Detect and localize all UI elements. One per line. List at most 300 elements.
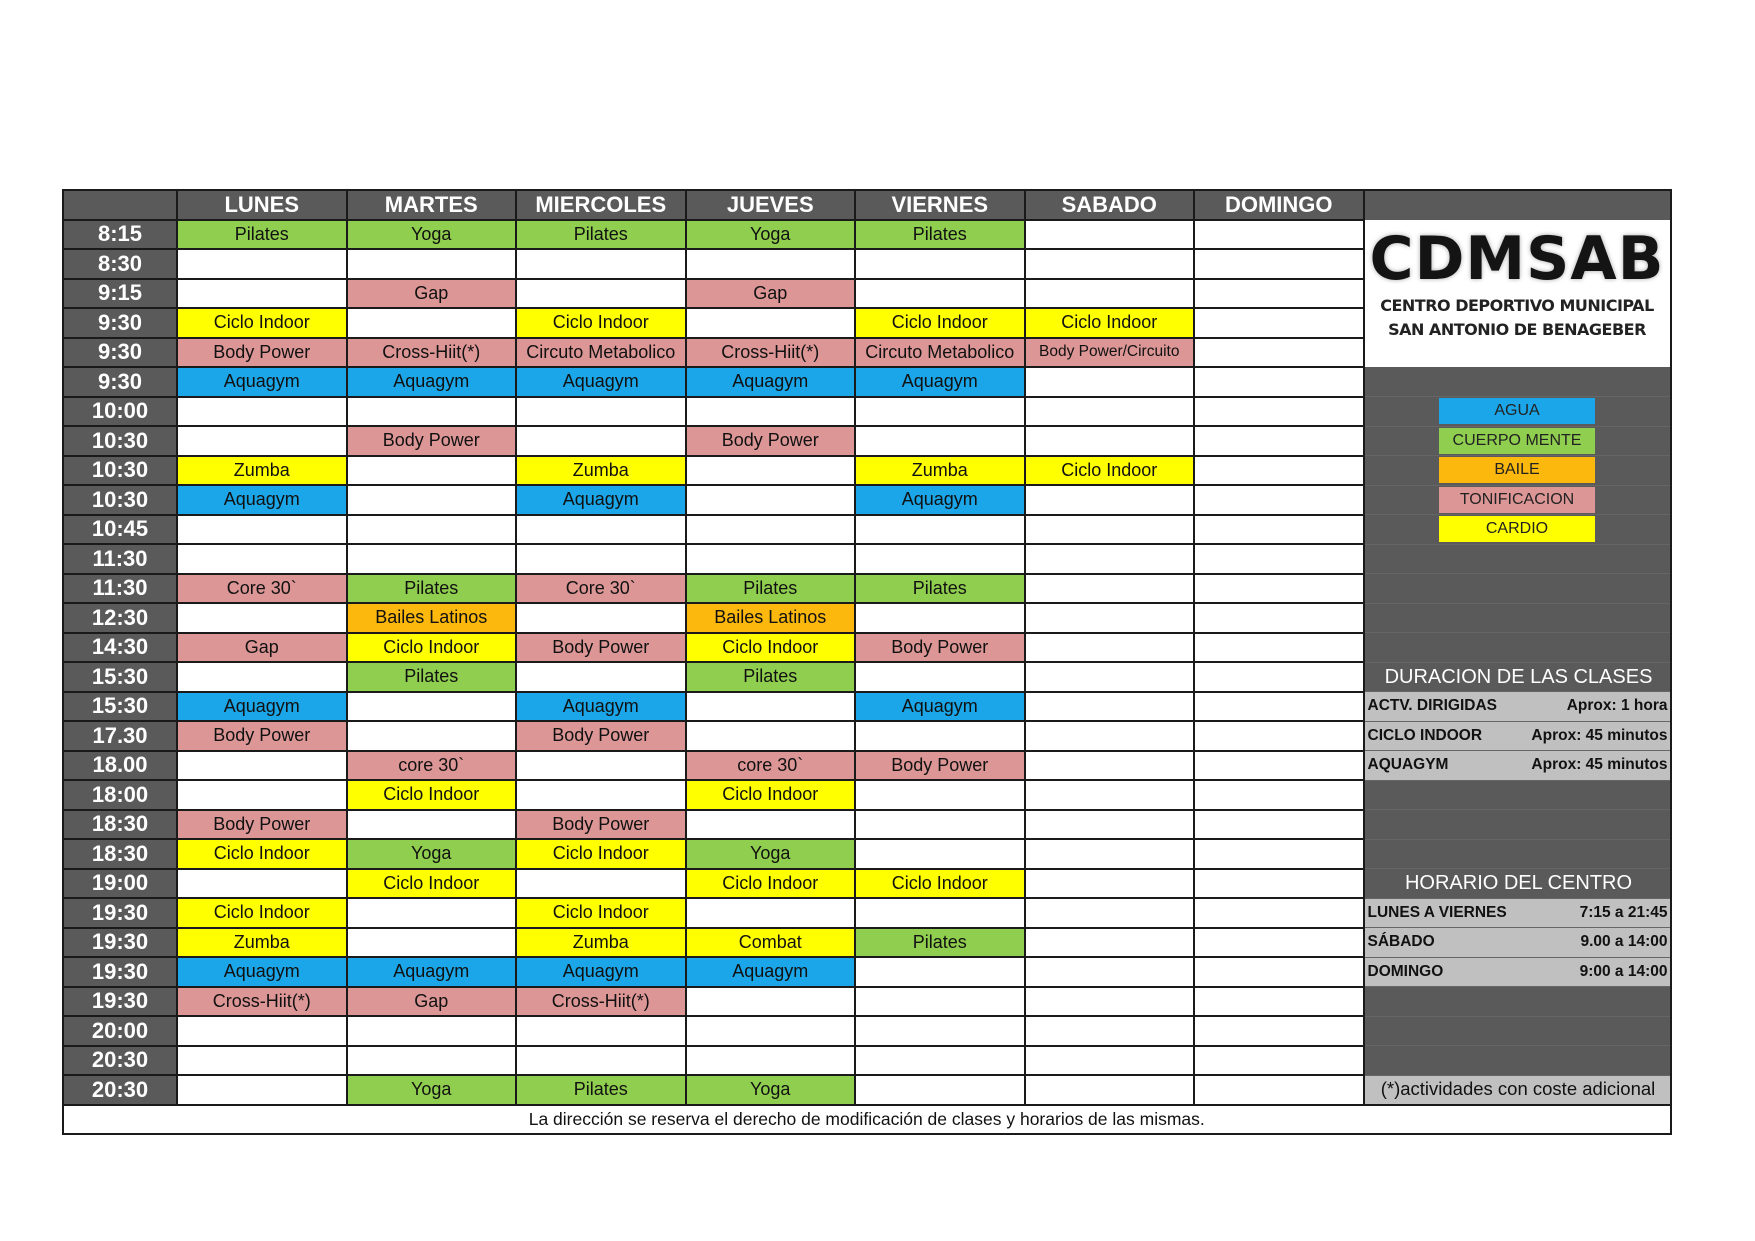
time-label: 11:30 <box>64 574 177 604</box>
class-cell <box>686 485 856 515</box>
class-cell: Cross-Hiit(*) <box>516 987 686 1017</box>
side-spacer <box>1364 191 1670 220</box>
class-cell <box>686 249 856 279</box>
day-header-row <box>64 191 1670 220</box>
legend-label: AGUA <box>1439 398 1595 424</box>
class-cell <box>686 898 856 928</box>
hours-value: 9.00 a 14:00 <box>1580 933 1668 951</box>
time-label: 10:45 <box>64 515 177 545</box>
side-spacer <box>1364 574 1670 604</box>
legend-item <box>1364 485 1670 515</box>
class-cell <box>516 249 686 279</box>
class-cell <box>1194 515 1364 545</box>
time-label: 20:30 <box>64 1046 177 1076</box>
footer-note: La dirección se reserva el derecho de modificación de clases y horarios de las mismas. <box>64 1105 1670 1134</box>
class-cell: Aquagym <box>347 957 517 987</box>
class-cell: Pilates <box>177 220 347 250</box>
class-cell: Combat <box>686 928 856 958</box>
class-cell <box>1025 1075 1195 1105</box>
logo-title: CDMSAB <box>1369 223 1665 294</box>
time-label: 19:30 <box>64 957 177 987</box>
hours-label: DOMINGO <box>1367 962 1444 980</box>
class-cell <box>1194 456 1364 486</box>
duration-row-content <box>1365 692 1670 721</box>
time-label: 9:30 <box>64 338 177 368</box>
duration-row <box>1364 751 1670 781</box>
schedule-row <box>64 485 1670 515</box>
class-cell <box>686 810 856 840</box>
class-cell <box>1194 1016 1364 1046</box>
class-cell: Pilates <box>855 928 1025 958</box>
class-cell <box>1194 957 1364 987</box>
class-cell <box>1194 987 1364 1017</box>
hours-row <box>1364 898 1670 928</box>
schedule-row <box>64 839 1670 869</box>
class-cell: Core 30` <box>516 574 686 604</box>
class-cell <box>1025 780 1195 810</box>
legend-item <box>1364 515 1670 545</box>
class-cell: Zumba <box>516 928 686 958</box>
class-cell <box>347 456 517 486</box>
class-cell: Zumba <box>177 928 347 958</box>
class-cell <box>686 308 856 338</box>
class-cell <box>1194 426 1364 456</box>
class-cell <box>1194 662 1364 692</box>
class-cell: Gap <box>347 987 517 1017</box>
class-cell <box>1194 485 1364 515</box>
class-cell <box>516 1046 686 1076</box>
side-spacer <box>1364 987 1670 1017</box>
class-cell: Pilates <box>347 662 517 692</box>
schedule-row <box>64 426 1670 456</box>
class-cell <box>347 898 517 928</box>
class-cell <box>177 249 347 279</box>
class-cell <box>1194 633 1364 663</box>
class-cell <box>686 987 856 1017</box>
class-cell <box>1025 721 1195 751</box>
class-cell <box>1194 338 1364 368</box>
schedule-row <box>64 869 1670 899</box>
time-label: 10:30 <box>64 426 177 456</box>
time-label: 10:30 <box>64 456 177 486</box>
class-cell <box>686 1016 856 1046</box>
surcharge-note-cell <box>1364 1075 1670 1105</box>
class-cell <box>516 751 686 781</box>
duration-heading <box>1364 662 1670 692</box>
day-header: MARTES <box>347 191 517 220</box>
class-cell: Body Power <box>516 810 686 840</box>
class-cell: Pilates <box>347 574 517 604</box>
class-cell <box>177 515 347 545</box>
class-cell <box>1025 810 1195 840</box>
class-cell <box>177 751 347 781</box>
class-cell: Body Power <box>177 810 347 840</box>
schedule-row <box>64 898 1670 928</box>
class-cell <box>1194 810 1364 840</box>
schedule-row <box>64 603 1670 633</box>
schedule-row <box>64 987 1670 1017</box>
class-cell <box>1025 426 1195 456</box>
day-header: DOMINGO <box>1194 191 1364 220</box>
day-header: JUEVES <box>686 191 856 220</box>
class-cell: Zumba <box>177 456 347 486</box>
class-cell <box>1025 662 1195 692</box>
class-cell <box>347 810 517 840</box>
duration-label: AQUAGYM <box>1367 756 1449 774</box>
class-cell <box>1025 279 1195 309</box>
logo-block <box>1364 220 1670 368</box>
class-cell: Body Power <box>686 426 856 456</box>
time-label: 11:30 <box>64 544 177 574</box>
class-cell <box>347 544 517 574</box>
class-cell <box>1194 367 1364 397</box>
hours-row <box>1364 957 1670 987</box>
time-label: 18:00 <box>64 780 177 810</box>
time-label: 19:30 <box>64 898 177 928</box>
schedule-row <box>64 515 1670 545</box>
class-cell: Aquagym <box>177 367 347 397</box>
hours-heading <box>1364 869 1670 899</box>
class-cell <box>1025 751 1195 781</box>
class-cell <box>347 515 517 545</box>
class-cell <box>686 1046 856 1076</box>
class-cell <box>1194 220 1364 250</box>
class-cell: Core 30` <box>177 574 347 604</box>
time-label: 18.00 <box>64 751 177 781</box>
hours-row <box>1364 928 1670 958</box>
class-cell: Gap <box>686 279 856 309</box>
legend-label: CARDIO <box>1439 516 1595 542</box>
schedule-row <box>64 1046 1670 1076</box>
class-cell <box>1025 220 1195 250</box>
schedule-row <box>64 574 1670 604</box>
class-cell: Pilates <box>686 574 856 604</box>
footer-row <box>64 1105 1670 1134</box>
legend-item <box>1364 456 1670 486</box>
class-cell <box>177 426 347 456</box>
class-cell: Yoga <box>686 1075 856 1105</box>
class-cell: Ciclo Indoor <box>686 633 856 663</box>
class-cell <box>347 308 517 338</box>
class-cell: Circuto Metabolico <box>855 338 1025 368</box>
class-cell: Gap <box>177 633 347 663</box>
duration-row <box>1364 721 1670 751</box>
class-cell <box>1025 397 1195 427</box>
class-cell <box>1025 1046 1195 1076</box>
class-cell <box>177 1016 347 1046</box>
class-cell <box>855 662 1025 692</box>
class-cell: Zumba <box>516 456 686 486</box>
time-label: 14:30 <box>64 633 177 663</box>
class-cell <box>347 1016 517 1046</box>
class-cell <box>1025 603 1195 633</box>
day-header: MIERCOLES <box>516 191 686 220</box>
class-cell <box>1025 957 1195 987</box>
duration-value: Aprox: 45 minutos <box>1531 756 1668 774</box>
class-cell: Yoga <box>686 839 856 869</box>
hours-value: 9:00 a 14:00 <box>1579 962 1668 980</box>
class-cell: Ciclo Indoor <box>516 898 686 928</box>
class-cell: Yoga <box>347 1075 517 1105</box>
side-spacer <box>1364 603 1670 633</box>
class-cell: Pilates <box>855 220 1025 250</box>
class-cell <box>1194 839 1364 869</box>
class-cell <box>1194 1075 1364 1105</box>
class-cell <box>1194 603 1364 633</box>
time-label: 8:30 <box>64 249 177 279</box>
class-cell <box>855 603 1025 633</box>
class-cell <box>177 869 347 899</box>
class-cell: Body Power <box>177 721 347 751</box>
class-cell: Aquagym <box>516 367 686 397</box>
schedule-row <box>64 456 1670 486</box>
schedule-row <box>64 692 1670 722</box>
class-cell: core 30` <box>686 751 856 781</box>
class-cell <box>1025 574 1195 604</box>
class-cell <box>1194 249 1364 279</box>
legend-label: BAILE <box>1439 457 1595 483</box>
class-cell <box>347 397 517 427</box>
class-cell <box>1194 780 1364 810</box>
class-cell: Pilates <box>686 662 856 692</box>
class-cell <box>855 515 1025 545</box>
class-cell <box>177 1075 347 1105</box>
class-cell <box>516 515 686 545</box>
class-cell <box>516 397 686 427</box>
day-header: LUNES <box>177 191 347 220</box>
class-cell: Ciclo Indoor <box>177 839 347 869</box>
class-cell <box>516 279 686 309</box>
schedule-row <box>64 957 1670 987</box>
time-label: 10:30 <box>64 485 177 515</box>
class-cell: Pilates <box>855 574 1025 604</box>
class-cell <box>347 692 517 722</box>
surcharge-note: (*)actividades con coste adicional <box>1365 1076 1670 1104</box>
class-cell: Bailes Latinos <box>347 603 517 633</box>
time-label: 9:15 <box>64 279 177 309</box>
class-cell <box>855 1016 1025 1046</box>
class-cell: Body Power <box>516 633 686 663</box>
class-cell: Body Power <box>516 721 686 751</box>
class-cell: Pilates <box>516 220 686 250</box>
class-cell <box>686 721 856 751</box>
schedule-row <box>64 633 1670 663</box>
class-cell <box>1025 869 1195 899</box>
duration-label: ACTV. DIRIGIDAS <box>1367 697 1497 715</box>
class-cell: Aquagym <box>347 367 517 397</box>
class-cell <box>855 987 1025 1017</box>
class-cell <box>686 692 856 722</box>
class-cell <box>177 662 347 692</box>
class-cell <box>1194 692 1364 722</box>
class-cell <box>347 721 517 751</box>
class-cell <box>1194 544 1364 574</box>
class-cell <box>1194 869 1364 899</box>
class-cell <box>177 603 347 633</box>
class-cell: Pilates <box>516 1075 686 1105</box>
class-cell <box>686 456 856 486</box>
class-cell: Yoga <box>347 220 517 250</box>
class-cell <box>1025 692 1195 722</box>
class-cell: Cross-Hiit(*) <box>177 987 347 1017</box>
time-label: 19:00 <box>64 869 177 899</box>
side-spacer <box>1364 780 1670 810</box>
class-cell <box>1194 1046 1364 1076</box>
class-cell <box>855 249 1025 279</box>
class-cell <box>855 1046 1025 1076</box>
class-cell: Aquagym <box>686 957 856 987</box>
hours-label: SÁBADO <box>1367 933 1435 951</box>
side-spacer <box>1364 367 1670 397</box>
time-label: 9:30 <box>64 308 177 338</box>
class-cell: Yoga <box>347 839 517 869</box>
class-cell <box>855 839 1025 869</box>
class-cell <box>1194 574 1364 604</box>
class-cell: Ciclo Indoor <box>1025 308 1195 338</box>
class-cell <box>1194 751 1364 781</box>
time-label: 15:30 <box>64 692 177 722</box>
class-cell <box>1025 544 1195 574</box>
class-cell: Body Power <box>177 338 347 368</box>
class-cell <box>177 279 347 309</box>
class-cell <box>177 780 347 810</box>
class-cell <box>347 485 517 515</box>
class-cell <box>1025 485 1195 515</box>
class-cell <box>177 1046 347 1076</box>
class-cell: Ciclo Indoor <box>686 780 856 810</box>
class-cell: Ciclo Indoor <box>347 633 517 663</box>
schedule-row <box>64 751 1670 781</box>
class-cell <box>686 397 856 427</box>
class-cell: Ciclo Indoor <box>855 869 1025 899</box>
class-cell <box>855 810 1025 840</box>
class-cell <box>855 898 1025 928</box>
class-cell: Ciclo Indoor <box>516 839 686 869</box>
class-cell: Aquagym <box>177 485 347 515</box>
class-cell: Gap <box>347 279 517 309</box>
class-cell: Body Power <box>855 633 1025 663</box>
schedule-row <box>64 810 1670 840</box>
class-cell: Cross-Hiit(*) <box>686 338 856 368</box>
class-cell: Yoga <box>686 220 856 250</box>
class-cell: Aquagym <box>516 692 686 722</box>
class-cell <box>177 544 347 574</box>
hours-row-content <box>1365 958 1670 987</box>
hours-row-content <box>1365 899 1670 928</box>
schedule-table <box>64 191 1670 1133</box>
class-cell: Ciclo Indoor <box>177 308 347 338</box>
side-spacer <box>1364 810 1670 840</box>
class-cell: core 30` <box>347 751 517 781</box>
legend-item <box>1364 426 1670 456</box>
schedule-row <box>64 1075 1670 1105</box>
side-spacer <box>1364 1046 1670 1076</box>
class-cell <box>1194 397 1364 427</box>
time-label: 17.30 <box>64 721 177 751</box>
legend-label: CUERPO MENTE <box>1439 428 1595 454</box>
hours-value: 7:15 a 21:45 <box>1579 903 1668 921</box>
class-cell <box>516 1016 686 1046</box>
class-cell: Aquagym <box>516 485 686 515</box>
class-cell <box>1194 928 1364 958</box>
duration-title: DURACION DE LAS CLASES <box>1384 665 1653 688</box>
class-cell <box>686 515 856 545</box>
class-cell <box>347 1046 517 1076</box>
side-spacer <box>1364 1016 1670 1046</box>
class-cell: Cross-Hiit(*) <box>347 338 517 368</box>
duration-value: Aprox: 1 hora <box>1566 697 1668 715</box>
duration-row-content <box>1365 722 1670 751</box>
class-cell: Circuto Metabolico <box>516 338 686 368</box>
schedule-sheet <box>62 189 1672 1135</box>
class-cell: Body Power/Circuito <box>1025 338 1195 368</box>
corner-cell <box>64 191 177 220</box>
schedule-row <box>64 780 1670 810</box>
time-label: 19:30 <box>64 928 177 958</box>
time-label: 10:00 <box>64 397 177 427</box>
hours-title: HORARIO DEL CENTRO <box>1404 872 1633 895</box>
class-cell: Ciclo Indoor <box>855 308 1025 338</box>
class-cell <box>1194 898 1364 928</box>
hours-row-content <box>1365 928 1670 957</box>
side-spacer <box>1364 544 1670 574</box>
class-cell <box>347 249 517 279</box>
class-cell <box>1025 898 1195 928</box>
class-cell: Body Power <box>347 426 517 456</box>
class-cell <box>516 426 686 456</box>
class-cell <box>855 780 1025 810</box>
time-label: 20:30 <box>64 1075 177 1105</box>
legend-label: TONIFICACION <box>1439 487 1595 513</box>
class-cell <box>855 957 1025 987</box>
class-cell: Ciclo Indoor <box>177 898 347 928</box>
class-cell: Aquagym <box>855 367 1025 397</box>
duration-value: Aprox: 45 minutos <box>1531 726 1668 744</box>
class-cell <box>516 603 686 633</box>
time-label: 18:30 <box>64 839 177 869</box>
class-cell <box>1025 839 1195 869</box>
class-cell <box>1025 249 1195 279</box>
class-cell: Aquagym <box>177 957 347 987</box>
class-cell: Aquagym <box>686 367 856 397</box>
time-label: 8:15 <box>64 220 177 250</box>
class-cell: Aquagym <box>177 692 347 722</box>
class-cell <box>855 279 1025 309</box>
class-cell: Zumba <box>855 456 1025 486</box>
class-cell <box>686 544 856 574</box>
class-cell <box>516 544 686 574</box>
class-cell <box>516 869 686 899</box>
schedule-row <box>64 721 1670 751</box>
class-cell <box>1025 928 1195 958</box>
class-cell: Body Power <box>855 751 1025 781</box>
schedule-row <box>64 928 1670 958</box>
schedule-row <box>64 367 1670 397</box>
time-label: 15:30 <box>64 662 177 692</box>
time-label: 9:30 <box>64 367 177 397</box>
class-cell <box>1025 367 1195 397</box>
class-cell <box>177 397 347 427</box>
logo-subtitle-2: SAN ANTONIO DE BENAGEBER <box>1388 319 1646 339</box>
class-cell: Aquagym <box>855 485 1025 515</box>
schedule-row <box>64 662 1670 692</box>
class-cell: Aquagym <box>855 692 1025 722</box>
class-cell: Bailes Latinos <box>686 603 856 633</box>
hours-label: LUNES A VIERNES <box>1367 903 1507 921</box>
class-cell <box>516 662 686 692</box>
class-cell <box>1194 721 1364 751</box>
schedule-row <box>64 1016 1670 1046</box>
